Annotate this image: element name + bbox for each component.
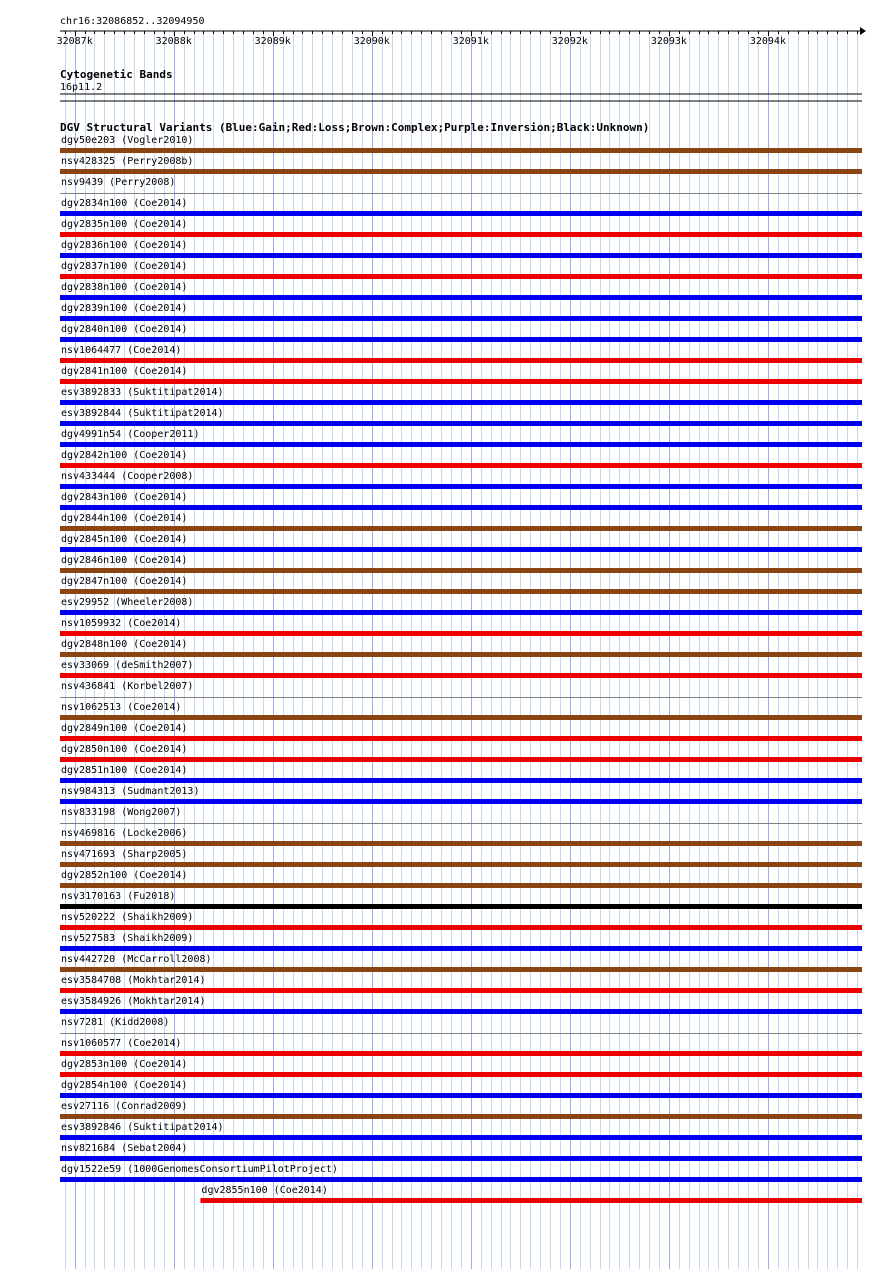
variant-label: nsv469816 (Locke2006) bbox=[61, 828, 188, 839]
variant-label: esv3584926 (Mokhtar2014) bbox=[61, 996, 206, 1007]
variant-label: dgv2840n100 (Coe2014) bbox=[61, 324, 188, 335]
variant-label: dgv2839n100 (Coe2014) bbox=[61, 303, 188, 314]
variant-bar[interactable] bbox=[60, 946, 862, 951]
variant-bar[interactable] bbox=[60, 169, 862, 174]
variant-bar[interactable] bbox=[200, 1198, 862, 1203]
variant-label: dgv2845n100 (Coe2014) bbox=[61, 534, 188, 545]
variant-bar[interactable] bbox=[60, 505, 862, 510]
variant-bar[interactable] bbox=[60, 1135, 862, 1140]
cytoband-track-title: Cytogenetic Bands bbox=[60, 68, 173, 81]
variant-label: nsv1062513 (Coe2014) bbox=[61, 702, 182, 713]
variant-label: dgv2842n100 (Coe2014) bbox=[61, 450, 188, 461]
variant-bar[interactable] bbox=[60, 148, 862, 153]
variant-label: nsv471693 (Sharp2005) bbox=[61, 849, 188, 860]
variant-label: nsv1060577 (Coe2014) bbox=[61, 1038, 182, 1049]
variant-label: dgv1522e59 (1000GenomesConsortiumPilotProject) bbox=[61, 1164, 338, 1175]
variant-bar[interactable] bbox=[60, 1114, 862, 1119]
variant-bar[interactable] bbox=[60, 568, 862, 573]
variant-label: dgv2852n100 (Coe2014) bbox=[61, 870, 188, 881]
variant-label: dgv2841n100 (Coe2014) bbox=[61, 366, 188, 377]
variant-label: nsv984313 (Sudmant2013) bbox=[61, 786, 200, 797]
variant-bar[interactable] bbox=[60, 778, 862, 783]
ruler-tick-label: 32094k bbox=[749, 36, 786, 47]
variant-label: dgv2854n100 (Coe2014) bbox=[61, 1080, 188, 1091]
variant-bar[interactable] bbox=[60, 358, 862, 363]
variant-bar[interactable] bbox=[60, 463, 862, 468]
variant-bar[interactable] bbox=[60, 316, 862, 321]
variant-label: nsv1064477 (Coe2014) bbox=[61, 345, 182, 356]
variant-label: dgv2843n100 (Coe2014) bbox=[61, 492, 188, 503]
ruler bbox=[57, 16, 866, 47]
variant-label: esv27116 (Conrad2009) bbox=[61, 1101, 188, 1112]
ruler-location: chr16:32086852..32094950 bbox=[60, 16, 205, 27]
variant-label: dgv2838n100 (Coe2014) bbox=[61, 282, 188, 293]
variant-bar[interactable] bbox=[60, 673, 862, 678]
variant-bar[interactable] bbox=[60, 1177, 862, 1182]
variant-bar[interactable] bbox=[60, 610, 862, 615]
variant-bar[interactable] bbox=[60, 547, 862, 552]
variant-bar[interactable] bbox=[60, 253, 862, 258]
ruler-tick-label: 32091k bbox=[452, 36, 489, 47]
cytoband-label: 16p11.2 bbox=[60, 82, 103, 93]
variant-label: dgv2836n100 (Coe2014) bbox=[61, 240, 188, 251]
variant-bar[interactable] bbox=[60, 379, 862, 384]
variant-bar[interactable] bbox=[60, 967, 862, 972]
variant-bar[interactable] bbox=[60, 274, 862, 279]
variant-label: dgv2850n100 (Coe2014) bbox=[61, 744, 188, 755]
variant-bar[interactable] bbox=[60, 295, 862, 300]
ruler-tick-label: 32092k bbox=[551, 36, 588, 47]
variant-label: dgv2851n100 (Coe2014) bbox=[61, 765, 188, 776]
variant-label: nsv428325 (Perry2008b) bbox=[61, 156, 194, 167]
variant-label: nsv442720 (McCarroll2008) bbox=[61, 954, 212, 965]
variant-bar[interactable] bbox=[60, 421, 862, 426]
ruler-tick-label: 32088k bbox=[155, 36, 192, 47]
variant-bar[interactable] bbox=[60, 757, 862, 762]
variant-bar[interactable] bbox=[60, 1072, 862, 1077]
ruler-tick-label: 32090k bbox=[353, 36, 390, 47]
variant-bar[interactable] bbox=[60, 652, 862, 657]
variant-label: dgv2849n100 (Coe2014) bbox=[61, 723, 188, 734]
variant-bar[interactable] bbox=[60, 484, 862, 489]
ruler-tick-label: 32093k bbox=[650, 36, 687, 47]
variant-label: esv29952 (Wheeler2008) bbox=[61, 597, 194, 608]
variant-bar[interactable] bbox=[60, 736, 862, 741]
variant-label: dgv2844n100 (Coe2014) bbox=[61, 513, 188, 524]
variant-row bbox=[200, 1185, 862, 1203]
variant-label: dgv2847n100 (Coe2014) bbox=[61, 576, 188, 587]
variant-label: esv3892844 (Suktitipat2014) bbox=[61, 408, 224, 419]
variant-label: esv33069 (deSmith2007) bbox=[61, 660, 194, 671]
variant-bar[interactable] bbox=[60, 400, 862, 405]
ruler-minor-ticks bbox=[66, 31, 858, 34]
variant-label: dgv2846n100 (Coe2014) bbox=[61, 555, 188, 566]
variant-label: dgv2837n100 (Coe2014) bbox=[61, 261, 188, 272]
variant-label: nsv3170163 (Fu2018) bbox=[61, 891, 176, 902]
variant-bar[interactable] bbox=[60, 925, 862, 930]
variant-label: dgv4991n54 (Cooper2011) bbox=[61, 429, 200, 440]
ruler-arrow-icon bbox=[860, 27, 866, 35]
variant-bar[interactable] bbox=[60, 1009, 862, 1014]
variant-bar[interactable] bbox=[60, 631, 862, 636]
dgv-track-title: DGV Structural Variants (Blue:Gain;Red:Loss;Brown:Complex;Purple:Inversion;Black:Unknown) bbox=[60, 121, 650, 134]
variant-bar[interactable] bbox=[60, 1093, 862, 1098]
variant-label: nsv1059932 (Coe2014) bbox=[61, 618, 182, 629]
variant-label: nsv833198 (Wong2007) bbox=[61, 807, 182, 818]
variant-label: dgv50e203 (Vogler2010) bbox=[61, 135, 194, 146]
variant-label: esv3892833 (Suktitipat2014) bbox=[61, 387, 224, 398]
variant-label: nsv520222 (Shaikh2009) bbox=[61, 912, 194, 923]
variant-label: nsv7281 (Kidd2008) bbox=[61, 1017, 170, 1028]
variant-bar[interactable] bbox=[60, 988, 862, 993]
variant-label: nsv433444 (Cooper2008) bbox=[61, 471, 194, 482]
variant-bar[interactable] bbox=[60, 1156, 862, 1161]
variant-bar[interactable] bbox=[60, 715, 862, 720]
variant-bar[interactable] bbox=[60, 904, 862, 909]
ruler-tick-label: 32089k bbox=[254, 36, 291, 47]
variant-bar[interactable] bbox=[60, 799, 862, 804]
variant-label: nsv9439 (Perry2008) bbox=[61, 177, 176, 188]
variant-label: dgv2855n100 (Coe2014) bbox=[201, 1185, 328, 1196]
variant-label: esv3892846 (Suktitipat2014) bbox=[61, 1122, 224, 1133]
variant-label: nsv436841 (Korbel2007) bbox=[61, 681, 194, 692]
variant-bar[interactable] bbox=[60, 1051, 862, 1056]
variant-bar[interactable] bbox=[60, 232, 862, 237]
variant-bar[interactable] bbox=[60, 442, 862, 447]
variant-bar[interactable] bbox=[60, 883, 862, 888]
variant-label: dgv2835n100 (Coe2014) bbox=[61, 219, 188, 230]
variant-label: esv3584708 (Mokhtar2014) bbox=[61, 975, 206, 986]
variant-bar[interactable] bbox=[60, 211, 862, 216]
variant-bar[interactable] bbox=[60, 841, 862, 846]
variant-label: dgv2853n100 (Coe2014) bbox=[61, 1059, 188, 1070]
ruler-tick-label: 32087k bbox=[56, 36, 93, 47]
variant-label: dgv2834n100 (Coe2014) bbox=[61, 198, 188, 209]
variant-bar[interactable] bbox=[60, 337, 862, 342]
variant-bar[interactable] bbox=[60, 526, 862, 531]
variant-bar[interactable] bbox=[60, 862, 862, 867]
variant-label: nsv527583 (Shaikh2009) bbox=[61, 933, 194, 944]
variant-label: nsv821684 (Sebat2004) bbox=[61, 1143, 188, 1154]
variant-label: dgv2848n100 (Coe2014) bbox=[61, 639, 188, 650]
variant-bar[interactable] bbox=[60, 589, 862, 594]
